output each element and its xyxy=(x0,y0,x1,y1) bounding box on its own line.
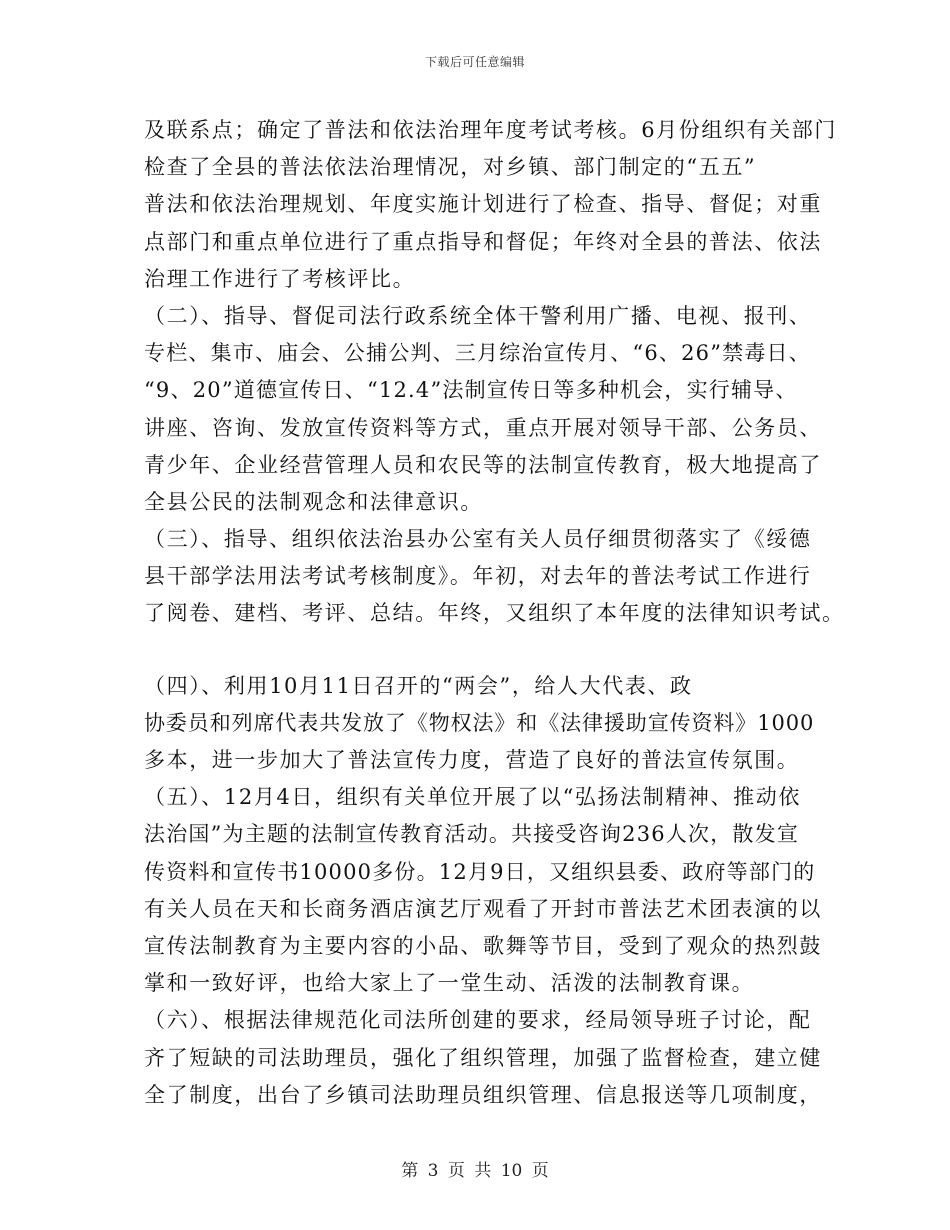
page-footer: 第 3 页 共 10 页 xyxy=(401,1161,549,1181)
text-line: 传资料和宣传书10000多份。12月9日，又组织县委、政府等部门的 xyxy=(144,859,816,884)
text-line: 青少年、企业经营管理人员和农民等的法制宣传教育，极大地提高了 xyxy=(144,452,822,477)
text-line: 全县公民的法制观念和法律意识。 xyxy=(144,489,483,514)
text-line: 治理工作进行了考核评比。 xyxy=(144,266,416,291)
text-line: 检查了全县的普法依法治理情况，对乡镇、部门制定的“五五” xyxy=(144,155,757,180)
text-line: （五）、12月4日，组织有关单位开展了以“弘扬法制精神、推动依 xyxy=(144,785,801,810)
paragraph-3 xyxy=(144,521,845,633)
text-line: （六）、根据法律规范化司法所创建的要求，经局领导班子讨论，配 xyxy=(144,1008,812,1033)
text-line: 普法和依法治理规划、年度实施计划进行了检查、指导、督促；对重 xyxy=(144,192,822,217)
text-line: 了阅卷、建档、考评、总结。年终，又组织了本年度的法律知识考试。 xyxy=(144,601,845,626)
paragraph-1 xyxy=(144,112,837,298)
text-line: 及联系点；确定了普法和依法治理年度考试考核。6月份组织有关部门 xyxy=(144,118,837,142)
text-line: 点部门和重点单位进行了重点指导和督促；年终对全县的普法、依法 xyxy=(144,229,822,254)
paragraph-4 xyxy=(144,668,824,780)
paragraph-2 xyxy=(144,298,824,521)
text-line: （三）、指导、组织依法治县办公室有关人员仔细贯彻落实了《绥德 xyxy=(144,527,812,552)
page-header: 下载后可任意编辑 xyxy=(424,55,525,69)
text-line: 讲座、咨询、发放宣传资料等方式，重点开展对领导干部、公务员、 xyxy=(144,415,822,440)
document-body xyxy=(144,112,845,1114)
text-line: “9、20”道德宣传日、“12.4”法制宣传日等多种机会，实行辅导、 xyxy=(144,378,798,403)
text-line: 齐了短缺的司法助理员，强化了组织管理，加强了监督检查，建立健 xyxy=(144,1045,822,1070)
text-line: （二）、指导、督促司法行政系统全体干警利用广播、电视、报刊、 xyxy=(144,303,812,328)
text-line: 宣传法制教育为主要内容的小品、歌舞等节目，受到了观众的热烈鼓 xyxy=(144,933,822,958)
paragraph-6 xyxy=(144,1002,824,1114)
text-line: 专栏、集市、庙会、公捕公判、三月综治宣传月、“6、26”禁毒日、 xyxy=(144,341,811,366)
paragraph-gap xyxy=(144,633,824,668)
text-line: 协委员和列席代表共发放了《物权法》和《法律援助宣传资料》1000 xyxy=(144,710,815,735)
text-line: 法治国”为主题的法制宣传教育活动。共接受咨询236人次，散发宣 xyxy=(144,822,800,847)
text-line: 有关人员在天和长商务酒店演艺厅观看了开封市普法艺术团表演的以 xyxy=(144,896,822,921)
paragraph-5 xyxy=(144,779,824,1002)
text-line: 掌和一致好评，也给大家上了一堂生动、活泼的法制教育课。 xyxy=(144,971,755,996)
text-line: 全了制度，出台了乡镇司法助理员组织管理、信息报送等几项制度， xyxy=(144,1082,822,1107)
text-line: 县干部学法用法考试考核制度》。年初，对去年的普法考试工作进行 xyxy=(144,564,812,589)
text-line: 多本，进一步加大了普法宣传力度，营造了良好的普法宣传氛围。 xyxy=(144,748,800,772)
text-line: （四）、利用10月11日召开的“两会”，给人大代表、政 xyxy=(144,673,693,698)
